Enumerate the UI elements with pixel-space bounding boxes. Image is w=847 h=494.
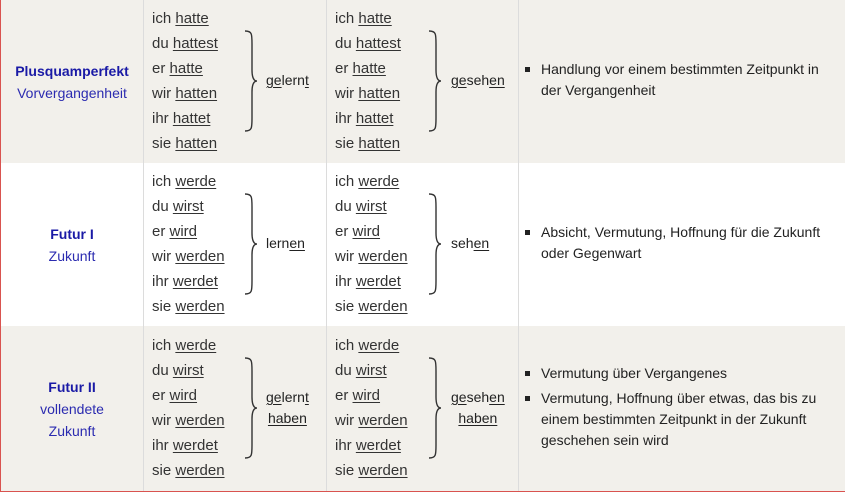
participle-suffix: en [473, 235, 490, 251]
auxiliary-verb: werden [175, 248, 225, 265]
conjugation-line [152, 333, 225, 358]
participle-suffix: en [289, 235, 305, 251]
auxiliary-verb: hattest [355, 35, 401, 52]
conjugation-line [152, 6, 218, 31]
conjugation-line [152, 294, 225, 319]
pronoun: wir [335, 248, 355, 265]
conjugation-line [335, 358, 408, 383]
usage-cell [519, 163, 846, 326]
auxiliary-verb: werde [175, 173, 217, 190]
conjugation-line [335, 219, 408, 244]
pronoun: du [335, 35, 352, 52]
usage-cell [519, 0, 846, 163]
auxiliary-verb: hatte [169, 60, 203, 77]
usage-list [519, 59, 845, 101]
usage-list [519, 222, 845, 264]
participle-prefix: ge [266, 389, 282, 405]
auxiliary-verb: werden [175, 298, 225, 315]
participle-stem: lern [281, 72, 305, 88]
auxiliary-verb: wird [169, 387, 198, 404]
pronoun-list [335, 6, 401, 156]
conjugation-line [152, 458, 225, 483]
auxiliary-verb: wird [352, 223, 381, 240]
aux-haben: haben [267, 410, 307, 426]
usage-cell [519, 326, 846, 491]
participle [266, 70, 309, 91]
conjugation-line [335, 408, 408, 433]
auxiliary-verb: wird [169, 223, 198, 240]
usage-list [519, 363, 845, 451]
brace-icon [242, 30, 258, 132]
conjugation-cell [144, 326, 327, 491]
conjugation-cell [144, 163, 327, 326]
auxiliary-verb: werden [358, 248, 408, 265]
conjugation-line [152, 269, 225, 294]
pronoun: du [335, 198, 352, 215]
auxiliary-verb: hatte [175, 10, 209, 27]
tense-row [1, 163, 845, 326]
auxiliary-verb: hatte [352, 60, 386, 77]
pronoun: du [152, 35, 169, 52]
participle-line [451, 387, 505, 408]
pronoun: ich [335, 337, 355, 354]
pronoun: ich [152, 173, 172, 190]
auxiliary-verb: hatten [175, 85, 218, 102]
pronoun: er [335, 60, 349, 77]
conjugation-line [335, 244, 408, 269]
participle-prefix: ge [266, 72, 282, 88]
auxiliary-verb: werden [358, 462, 408, 479]
auxiliary-verb: wirst [355, 198, 387, 215]
pronoun: sie [152, 135, 172, 152]
pronoun-list [335, 169, 408, 319]
pronoun: ihr [152, 437, 169, 454]
conjugation-line [335, 333, 408, 358]
conjugation-line [152, 408, 225, 433]
participle [266, 233, 305, 254]
pronoun: sie [152, 462, 172, 479]
participle-suffix: en [489, 389, 505, 405]
conjugation-line [335, 169, 408, 194]
conjugation-line [335, 383, 408, 408]
participle-stem: lern [266, 235, 290, 251]
conjugation-line [335, 269, 408, 294]
auxiliary-verb: wirst [172, 362, 204, 379]
pronoun-list [335, 333, 408, 483]
usage-note: Vermutung, Hoffnung über etwas, das bis zu einem bestimmten Zeitpunkt in der Zukunft geschehen sein wird [541, 388, 831, 451]
pronoun: er [152, 60, 166, 77]
tense-subtitle: vollendete [40, 400, 104, 417]
auxiliary-verb: wirst [172, 198, 204, 215]
participle-line [451, 70, 505, 91]
auxiliary-verb: werden [175, 412, 225, 429]
conjugation-line [152, 169, 225, 194]
pronoun: ich [152, 10, 172, 27]
pronoun: ihr [152, 273, 169, 290]
usage-note: Absicht, Vermutung, Hoffnung für die Zukunft oder Gegenwart [541, 222, 831, 264]
tense-subtitle: Zukunft [48, 247, 96, 264]
auxiliary-verb: hatten [358, 135, 401, 152]
auxiliary-verb: werde [358, 173, 400, 190]
conjugation-table [1, 0, 845, 491]
pronoun: ich [335, 10, 355, 27]
participle-stem: seh [466, 72, 490, 88]
pronoun-list [152, 6, 218, 156]
pronoun: sie [335, 462, 355, 479]
pronoun: ich [335, 173, 355, 190]
auxiliary-verb: wirst [355, 362, 387, 379]
conjugation-line [152, 31, 218, 56]
auxiliary-verb: hattet [355, 110, 394, 127]
brace [426, 30, 442, 132]
pronoun: wir [335, 412, 355, 429]
participle-stem: seh [451, 235, 474, 251]
pronoun: er [152, 387, 166, 404]
auxiliary-verb: werden [358, 298, 408, 315]
auxiliary-verb: wird [352, 387, 381, 404]
usage-note: Handlung vor einem bestimmten Zeitpunkt in der Vergangenheit [541, 59, 831, 101]
pronoun: wir [152, 412, 172, 429]
pronoun-list [152, 333, 225, 483]
brace-icon [426, 357, 442, 459]
conjugation-line [152, 56, 218, 81]
pronoun: sie [335, 135, 355, 152]
auxiliary-verb: werdet [355, 437, 401, 454]
conjugation-cell [327, 326, 519, 491]
pronoun: du [152, 362, 169, 379]
usage-note: Vermutung über Vergangenes [541, 363, 831, 384]
participle [451, 70, 505, 91]
participle-suffix: t [304, 72, 309, 88]
conjugation-cell [327, 0, 519, 163]
participle-prefix: ge [451, 389, 467, 405]
tense-cell [1, 163, 144, 326]
participle-line [266, 387, 309, 408]
pronoun: ihr [335, 273, 352, 290]
participle [451, 233, 489, 254]
auxiliary-verb: hatten [358, 85, 401, 102]
auxiliary-verb: werde [358, 337, 400, 354]
participle [451, 387, 505, 429]
pronoun: er [335, 387, 349, 404]
participle-suffix: t [304, 389, 309, 405]
conjugation-line [152, 219, 225, 244]
conjugation-cell [327, 163, 519, 326]
auxiliary-verb: hattest [172, 35, 218, 52]
participle-suffix: en [489, 72, 505, 88]
auxiliary-verb: werden [358, 412, 408, 429]
pronoun: er [335, 223, 349, 240]
pronoun: wir [335, 85, 355, 102]
conjugation-cell [144, 0, 327, 163]
brace [242, 30, 258, 132]
participle-line [266, 70, 309, 91]
pronoun: ihr [335, 110, 352, 127]
participle-stem: seh [466, 389, 490, 405]
conjugation-line [152, 358, 225, 383]
conjugation-line [152, 433, 225, 458]
brace [426, 357, 442, 459]
brace-icon [426, 193, 442, 295]
participle-line [451, 233, 489, 254]
conjugation-line [335, 6, 401, 31]
participle-stem: lern [281, 389, 305, 405]
conjugation-line [335, 81, 401, 106]
auxiliary-verb: hatten [175, 135, 218, 152]
brace-icon [426, 30, 442, 132]
auxiliary-verb: werden [175, 462, 225, 479]
pronoun: sie [335, 298, 355, 315]
pronoun: sie [152, 298, 172, 315]
auxiliary-verb: werdet [172, 273, 218, 290]
pronoun: wir [152, 248, 172, 265]
pronoun: ihr [152, 110, 169, 127]
participle-prefix: ge [451, 72, 467, 88]
pronoun: ihr [335, 437, 352, 454]
tense-row [1, 326, 845, 491]
pronoun-list [152, 169, 225, 319]
conjugation-line [335, 31, 401, 56]
tense-cell [1, 0, 144, 163]
brace [426, 193, 442, 295]
brace-icon [242, 193, 258, 295]
conjugation-line [152, 244, 225, 269]
aux-haben: haben [458, 410, 498, 426]
conjugation-line [335, 458, 408, 483]
pronoun: er [152, 223, 166, 240]
brace [242, 357, 258, 459]
tense-name: Futur II [48, 378, 96, 395]
tense-cell [1, 326, 144, 491]
conjugation-line [335, 194, 408, 219]
conjugation-line [335, 56, 401, 81]
conjugation-line [152, 131, 218, 156]
auxiliary-verb: werdet [355, 273, 401, 290]
conjugation-line [152, 81, 218, 106]
auxiliary-verb: hatte [358, 10, 392, 27]
conjugation-line [335, 106, 401, 131]
conjugation-line [152, 106, 218, 131]
brace [242, 193, 258, 295]
pronoun: ich [152, 337, 172, 354]
pronoun: du [152, 198, 169, 215]
conjugation-line [335, 131, 401, 156]
brace-icon [242, 357, 258, 459]
tense-name: Plusquamperfekt [15, 62, 129, 79]
tense-row [1, 0, 845, 163]
conjugation-line [335, 294, 408, 319]
participle [266, 387, 309, 429]
pronoun: wir [152, 85, 172, 102]
conjugation-line [152, 383, 225, 408]
pronoun: du [335, 362, 352, 379]
tense-subtitle: Zukunft [48, 422, 96, 439]
auxiliary-verb: werde [175, 337, 217, 354]
conjugation-line [335, 433, 408, 458]
conjugation-line [152, 194, 225, 219]
tense-name: Futur I [50, 225, 94, 242]
auxiliary-verb: hattet [172, 110, 211, 127]
tense-subtitle: Vorvergangenheit [17, 84, 127, 101]
auxiliary-verb: werdet [172, 437, 218, 454]
participle-line [266, 233, 305, 254]
